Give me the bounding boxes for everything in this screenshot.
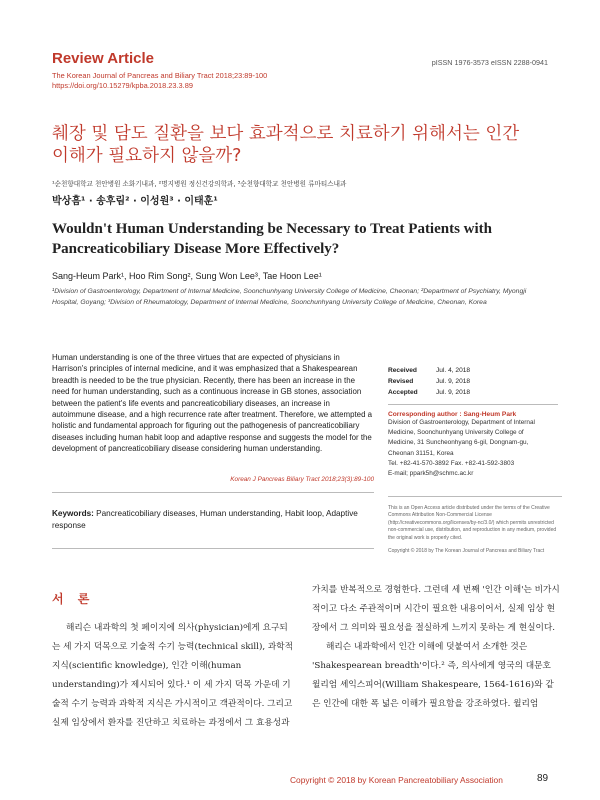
journal-copyright: Copyright © 2018 by The Korean Journal of Pancreas and Biliary Tract: [388, 548, 545, 554]
dates-block: [388, 365, 558, 398]
english-title-line-2: Pancreaticobiliary Disease More Effectively?: [52, 241, 340, 257]
abstract-divider: [52, 492, 374, 493]
korean-affiliations: ¹순천향대학교 천안병원 소화기내과, ²명지병원 정신건강의학과, ³순천향대학교 천안병원 류마티스내과: [52, 180, 347, 188]
journal-line: The Korean Journal of Pancreas and Biliary Tract 2018;23:89-100: [52, 71, 268, 80]
paragraph: 해리슨 내과학의 첫 페이지에 의사(physician)에게 요구되는 세 가지 덕목으로 기술적 수기 능력(technical skill), 과학적 지식(scientific knowledge), 인간 이해(human understanding)가 제시되어 있다.¹ 이 세 가지 덕목 가운데 기술적 수기 능력과 과학적 지식은 가시적이고 객관적이다. 그리고 실제 임상에서 환자를 진단하고 치료하는 과정에서 그 효용성과: [52, 623, 294, 728]
correspondence-address: Division of Gastroenterology, Department of Internal Medicine, Soonchunhyang University College of Medicine, 31 Suncheonhyang 6-gil, Dongnam-gu, Cheonan 31151, Korea Tel. +82-41-570-3892 Fax. +82-41-592-3803 E-mail; ppark5h@schmc.ac.kr: [388, 418, 558, 479]
date-revised: Revised Jul. 9, 2018: [388, 378, 471, 385]
article-info-sidebar: [388, 365, 558, 479]
citation: Korean J Pancreas Biliary Tract 2018;23(3):89-100: [230, 476, 374, 483]
article-type: Review Article: [52, 50, 154, 67]
english-title-line-1: Wouldn't Human Understanding be Necessary to Treat Patients with: [52, 221, 493, 237]
date-accepted: Accepted Jul. 9, 2018: [388, 389, 471, 396]
korean-authors: 박상흠¹ · 송후림² · 이성원³ · 이태훈¹: [52, 196, 218, 207]
body-column-right: [312, 581, 560, 714]
section-title: 서 론: [52, 592, 95, 606]
korean-title-line-2: 이해가 필요하지 않을까?: [52, 146, 242, 166]
paragraph: 가치를 반복적으로 경험한다. 그런데 세 번째 '인간 이해'는 비가시적이고 다소 주관적이며 시간이 필요한 내용이어서, 실제 임상 현장에서 그 의미와 필요성을 절실하게 느끼지 못하는 게 현실이다.: [312, 585, 560, 633]
english-title: [52, 219, 562, 259]
keywords-label: Keywords:: [52, 509, 94, 518]
doi-link[interactable]: https://doi.org/10.15279/kpba.2018.23.3.89: [52, 81, 193, 90]
sidebar-divider-2: [388, 496, 562, 497]
open-access-notice: This is an Open Access article distributed under the terms of the Creative Commons Attribution Non-Commercial License (http://creativecommons.org/licenses/by-nc/3.0/) which permits unrestricted non-commercial use, distribution, and reproduction in any medium, provided the original work is properly cited.: [388, 505, 557, 541]
keywords-text: Pancreaticobiliary diseases, Human understanding, Habit loop, Adaptive response: [52, 509, 358, 530]
email[interactable]: E-mail; ppark5h@schmc.ac.kr: [388, 470, 474, 478]
korean-title-line-1: 췌장 및 담도 질환을 보다 효과적으로 치료하기 위해서는 인간: [52, 124, 520, 144]
abstract: Human understanding is one of the three virtues that are expected of physicians in Harrison's principles of internal medicine, and it was emphasized that a Shakespearean breadth is needed to be the true physician. Recently, there has been an increase in the need for human understanding, such as a continuous increase in GB stones, association between the patient's life events and pancreaticobiliary diseases, an increase in autoimmune disease, and a high recurrence rate after treatment. Therefore, we attempted a holistic and fundamental approach for figuring out the pathogenesis of pancreaticobiliary diseases including human habit loop and adaptive response and suggests the model for the development of pancreaticobiliary disease considering human understanding.: [52, 353, 373, 454]
journal-citation-header: [52, 71, 267, 91]
issn: pISSN 1976-3573 eISSN 2288-0941: [431, 58, 548, 67]
footer-copyright: Copyright © 2018 by Korean Pancreatobiliary Association: [290, 775, 503, 785]
korean-title: [52, 123, 552, 167]
page-number: 89: [537, 773, 549, 784]
paragraph: 해리슨 내과학에서 인간 이해에 덧붙여서 소개한 것은 'Shakespearean breadth'이다.² 즉, 의사에게 영국의 대문호 윌리엄 셰익스피어(William Shakespeare, 1564-1616)와 같은 인간에 대한 폭 넓은 이해가 필요함을 강조하였다. 윌리엄: [312, 642, 554, 709]
english-affiliations: ¹Division of Gastroenterology, Department of Internal Medicine, Soonchunhyang University College of Medicine, Cheonan; ²Department of Psychiatry, Myongji Hospital, Goyang; ³Division of Rheumatology, Department of Internal Medicine, Soonchunhyang University College of Medicine, Cheonan, Korea: [52, 288, 527, 306]
date-received: Received Jul. 4, 2018: [388, 367, 471, 374]
corresponding-author-heading: Corresponding author : Sang-Heum Park: [388, 411, 517, 418]
english-authors: Sang-Heum Park¹, Hoo Rim Song², Sung Won Lee³, Tae Hoon Lee¹: [52, 271, 322, 281]
body-column-left: [52, 619, 294, 733]
keywords-divider: [52, 548, 374, 549]
sidebar-divider: [388, 404, 558, 405]
keywords: [52, 508, 374, 532]
